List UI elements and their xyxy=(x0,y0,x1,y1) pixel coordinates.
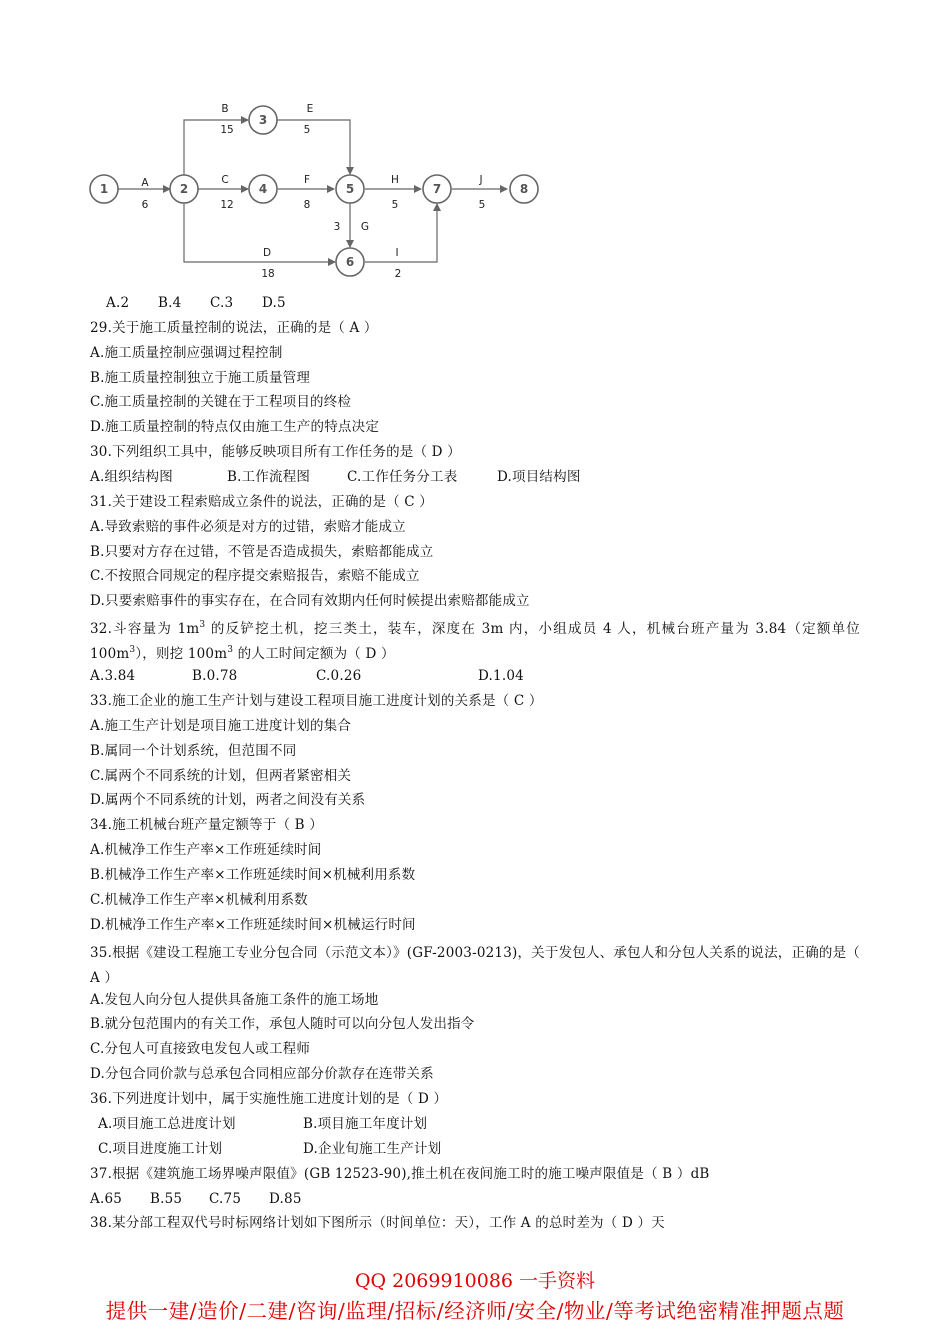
q33-option-d: D.属两个不同系统的计划，两者之间没有关系 xyxy=(90,792,366,808)
q33-option-c: C.属两个不同系统的计划，但两者紧密相关 xyxy=(90,768,352,784)
activity-h-duration: 5 xyxy=(391,199,399,211)
activity-i-label: I xyxy=(395,247,399,259)
svg-text:8: 8 xyxy=(519,182,529,196)
activity-a-label: A xyxy=(141,177,149,189)
q31-option-a: A.导致索赔的事件必须是对方的过错，索赔才能成立 xyxy=(90,519,406,535)
q37-stem: 37.根据《建筑施工场界噪声限值》(GB 12523-90),推土机在夜间施工时的施工噪声限值是（ B ）dB xyxy=(90,1166,710,1182)
node-4 xyxy=(249,175,277,203)
edge-3-5 xyxy=(277,120,350,174)
activity-f-label: F xyxy=(303,174,311,186)
q35-option-b: B.就分包范围内的有关工作，承包人随时可以向分包人发出指令 xyxy=(90,1016,475,1032)
q33-stem: 33.施工企业的施工生产计划与建设工程项目施工进度计划的关系是（ C ） xyxy=(90,693,543,709)
activity-j-label: J xyxy=(479,174,483,186)
activity-c-label: C xyxy=(221,174,229,186)
q30-options xyxy=(90,468,581,486)
activity-g-duration: 3 xyxy=(333,221,341,233)
q32-option-d: D.1.04 xyxy=(478,668,524,684)
q29-option-a: A.施工质量控制应强调过程控制 xyxy=(90,345,283,361)
activity-c-duration: 12 xyxy=(220,199,234,211)
svg-text:2: 2 xyxy=(179,182,189,196)
node-3 xyxy=(249,106,277,134)
q36-option-d: D.企业旬施工生产计划 xyxy=(303,1141,442,1157)
promo-annotation: 提供一建/造价/二建/咨询/监理/招标/经济师/安全/物业/等考试绝密精准押题点题 xyxy=(105,1299,845,1323)
q29-option-b: B.施工质量控制独立于施工质量管理 xyxy=(90,370,311,386)
activity-f-duration: 8 xyxy=(303,199,311,211)
q32-options xyxy=(90,667,524,685)
q30-option-d: D.项目结构图 xyxy=(497,469,581,485)
q35-option-d: D.分包合同价款与总承包合同相应部分价款存在连带关系 xyxy=(90,1066,434,1082)
q32-option-b: B.0.78 xyxy=(192,668,238,684)
q34-option-d: D.机械净工作生产率×工作班延续时间×机械运行时间 xyxy=(90,917,416,933)
q30-option-a: A.组织结构图 xyxy=(90,469,173,485)
q37-option-c: C.75 xyxy=(209,1191,242,1207)
activity-e-duration: 5 xyxy=(303,124,311,136)
q34-option-b: B.机械净工作生产率×工作班延续时间×机械利用系数 xyxy=(90,867,416,883)
activity-a-duration: 6 xyxy=(141,199,149,211)
q32-option-c: C.0.26 xyxy=(316,668,362,684)
activity-g-label: G xyxy=(360,221,370,233)
q37-options xyxy=(90,1190,302,1208)
q38-stem: 38.某分部工程双代号时标网络计划如下图所示（时间单位：天），工作 A 的总时差为（ D ）天 xyxy=(90,1215,665,1231)
activity-i-duration: 2 xyxy=(394,268,402,280)
q34-option-c: C.机械净工作生产率×机械利用系数 xyxy=(90,892,308,908)
q32-stem: 32.斗容量为 $1m^3$ 的反铲挖土机，挖三类土，装车，深度在 3m 内，小组成员 4 人，机械台班产量为 3.84（定额单位 $100m^3$），则挖 $100m^3$ 的人工时间定额为（ D ） xyxy=(90,620,861,662)
node-8 xyxy=(510,175,538,203)
q36-stem: 36.下列进度计划中，属于实施性施工进度计划的是（ D ） xyxy=(90,1091,448,1107)
q37-option-b: B.55 xyxy=(150,1191,183,1207)
svg-text:4: 4 xyxy=(258,182,268,196)
activity-j-duration: 5 xyxy=(478,199,486,211)
contact-annotation: QQ 2069910086 一手资料 xyxy=(354,1270,596,1292)
q30-stem: 30.下列组织工具中，能够反映项目所有工作任务的是（ D ） xyxy=(90,444,461,460)
q29-option-d: D.施工质量控制的特点仅由施工生产的特点决定 xyxy=(90,419,380,435)
q30-option-c: C.工作任务分工表 xyxy=(347,469,458,485)
activity-b-label: B xyxy=(221,103,229,115)
node-5 xyxy=(336,175,364,203)
svg-text:7: 7 xyxy=(432,182,442,196)
edge-2-3 xyxy=(184,120,248,175)
svg-text:6: 6 xyxy=(345,255,355,269)
node-1 xyxy=(90,175,118,203)
edge-2-6 xyxy=(184,203,335,262)
svg-text:3: 3 xyxy=(258,113,268,127)
node-2 xyxy=(170,175,198,203)
q35-option-a: A.发包人向分包人提供具备施工条件的施工场地 xyxy=(90,992,379,1008)
q36-options-row1 xyxy=(98,1115,427,1133)
svg-text:1: 1 xyxy=(99,182,109,196)
q28-option-d: D.5 xyxy=(262,295,286,311)
activity-e-label: E xyxy=(306,103,314,115)
q36-options-row2 xyxy=(98,1140,441,1158)
q30-option-b: B.工作流程图 xyxy=(227,469,311,485)
q37-option-d: D.85 xyxy=(269,1191,302,1207)
q31-option-b: B.只要对方存在过错，不管是否造成损失，索赔都能成立 xyxy=(90,544,434,560)
node-7 xyxy=(423,175,451,203)
q28-options xyxy=(106,294,286,312)
q31-option-d: D.只要索赔事件的事实存在，在合同有效期内任何时候提出索赔都能成立 xyxy=(90,593,530,609)
q36-option-a: A.项目施工总进度计划 xyxy=(98,1116,236,1132)
q34-option-a: A.机械净工作生产率×工作班延续时间 xyxy=(90,842,322,858)
q35-option-c: C.分包人可直接致电发包人或工程师 xyxy=(90,1041,311,1057)
q31-option-c: C.不按照合同规定的程序提交索赔报告，索赔不能成立 xyxy=(90,568,420,584)
q36-option-c: C.项目进度施工计划 xyxy=(98,1141,223,1157)
svg-text:5: 5 xyxy=(345,182,355,196)
activity-d-label: D xyxy=(262,247,272,259)
q34-stem: 34.施工机械台班产量定额等于（ B ） xyxy=(90,817,323,833)
edge-6-7 xyxy=(365,204,437,262)
q35-stem: 35.根据《建设工程施工专业分包合同（示范文本）》(GF-2003-0213)，关于发包人、承包人和分包人关系的说法，正确的是（ A ） xyxy=(90,945,860,986)
q28-option-c: C.3 xyxy=(210,295,234,311)
q28-option-b: B.4 xyxy=(158,295,182,311)
q32-option-a: A.3.84 xyxy=(90,668,136,684)
q28-option-a: A.2 xyxy=(106,295,130,311)
q29-stem: 29.关于施工质量控制的说法，正确的是（ A ） xyxy=(90,320,378,336)
q33-option-a: A.施工生产计划是项目施工进度计划的集合 xyxy=(90,718,352,734)
network-diagram xyxy=(0,0,950,300)
activity-b-duration: 15 xyxy=(220,124,234,136)
node-6 xyxy=(336,248,364,276)
q37-option-a: A.65 xyxy=(90,1191,123,1207)
q36-option-b: B.项目施工年度计划 xyxy=(303,1116,428,1132)
activity-d-duration: 18 xyxy=(261,268,275,280)
activity-h-label: H xyxy=(391,174,399,186)
q29-option-c: C.施工质量控制的关键在于工程项目的终检 xyxy=(90,394,352,410)
q31-stem: 31.关于建设工程索赔成立条件的说法，正确的是（ C ） xyxy=(90,494,433,510)
q33-option-b: B.属同一个计划系统，但范围不同 xyxy=(90,743,297,759)
